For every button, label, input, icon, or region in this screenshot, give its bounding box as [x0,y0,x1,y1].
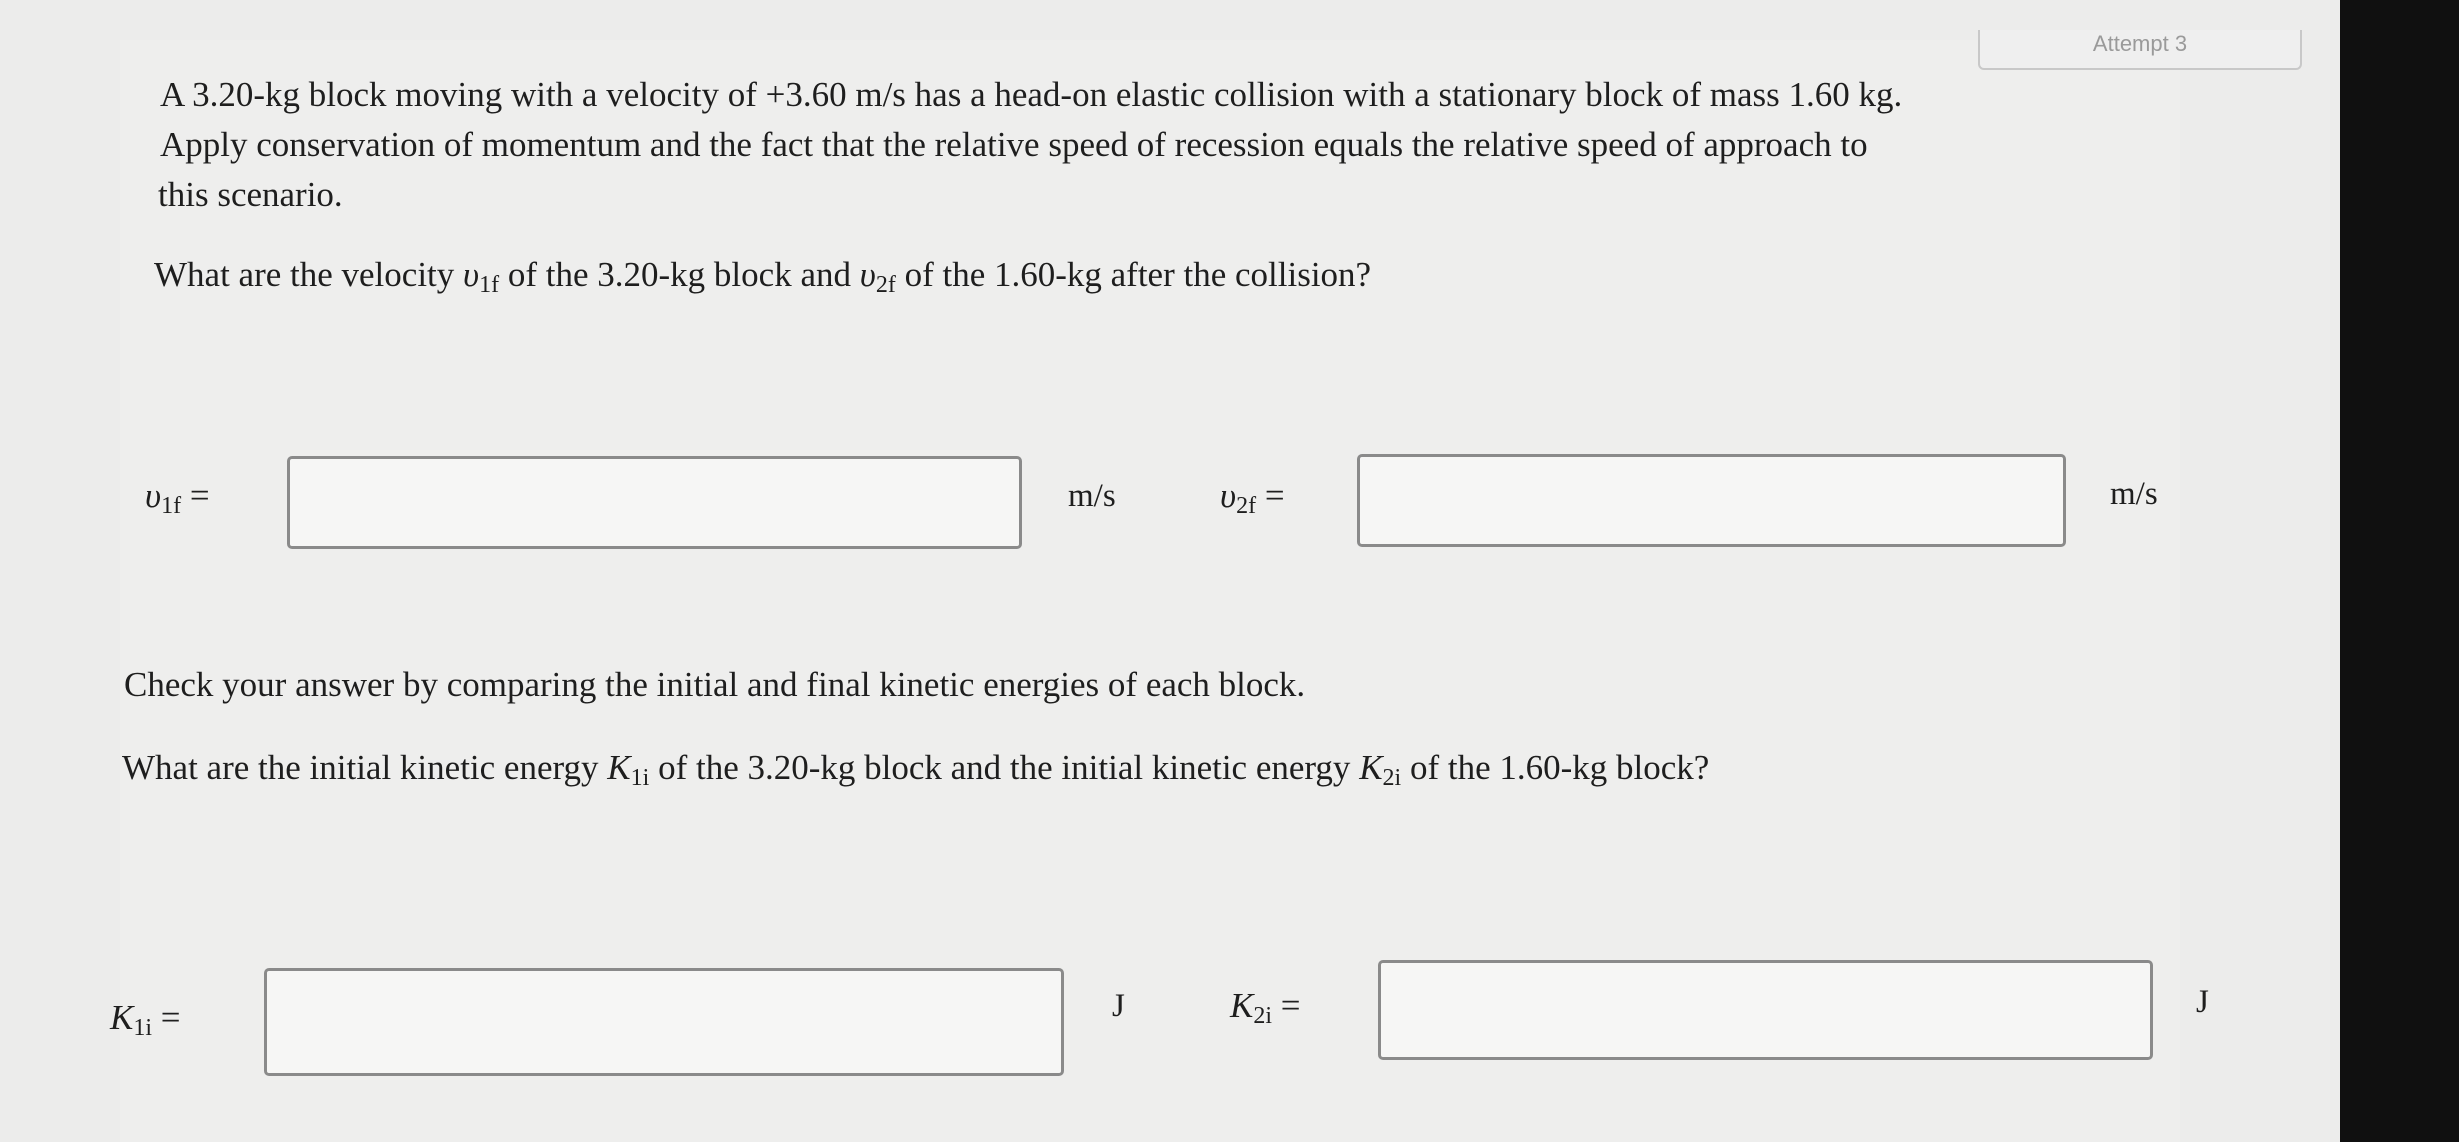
v2f-label-subscript: 2f [1236,493,1257,519]
v2f-input[interactable] [1357,454,2066,547]
question-energy [122,743,1709,803]
v2f-equals: = [1264,476,1285,515]
k2i-input[interactable] [1378,960,2153,1060]
k1i-symbol: K [607,748,631,787]
attempt-tab[interactable]: Attempt 3 [1978,30,2302,70]
v1f-unit: m/s [1068,478,1116,514]
question-energy-mid: of the 3.20-kg block and the initial kinetic energy [649,748,1360,787]
k2i-equals: = [1280,986,1301,1025]
v1f-label [145,476,210,520]
k2i-unit: J [2196,984,2209,1020]
k1i-label-symbol: K [110,998,134,1037]
k1i-unit: J [1112,988,1125,1024]
k1i-subscript: 1i [630,765,650,791]
v1f-label-subscript: 1f [161,493,182,519]
v2f-unit: m/s [2110,476,2158,512]
v1f-symbol: υ [463,255,480,294]
v2f-symbol: υ [859,255,876,294]
question-energy-prefix: What are the initial kinetic energy [122,748,608,787]
k2i-label-subscript: 2i [1253,1003,1273,1029]
problem-line-2: Apply conservation of momentum and the fact that the relative speed of recession equals the relative speed of approach to [160,125,1868,164]
question-velocity-mid: of the 3.20-kg block and [499,255,860,294]
k2i-label-symbol: K [1230,986,1254,1025]
v1f-input[interactable] [287,456,1022,549]
v2f-subscript: 2f [875,272,896,298]
k2i-label [1230,986,1301,1030]
check-instruction: Check your answer by comparing the initial and final kinetic energies of each block. [124,665,1306,704]
v1f-label-symbol: υ [145,476,162,515]
screen-bezel [2340,0,2459,1142]
v1f-subscript: 1f [479,272,500,298]
v2f-label-symbol: υ [1220,476,1237,515]
v2f-label [1220,476,1285,520]
k1i-label-subscript: 1i [133,1015,153,1041]
v1f-equals: = [189,476,210,515]
question-velocity-suffix: of the 1.60-kg after the collision? [895,255,1372,294]
question-energy-suffix: of the 1.60-kg block? [1401,748,1710,787]
k1i-label [110,998,181,1042]
k2i-symbol: K [1359,748,1383,787]
question-velocity-prefix: What are the velocity [154,255,464,294]
k2i-subscript: 2i [1382,765,1402,791]
k1i-input[interactable] [264,968,1064,1076]
k1i-equals: = [160,998,181,1037]
question-velocity [154,250,1371,310]
problem-line-1: A 3.20-kg block moving with a velocity of +3.60 m/s has a head-on elastic collision with a stationary block of mass 1.60 kg. [160,75,1903,114]
problem-line-3: this scenario. [158,175,343,214]
